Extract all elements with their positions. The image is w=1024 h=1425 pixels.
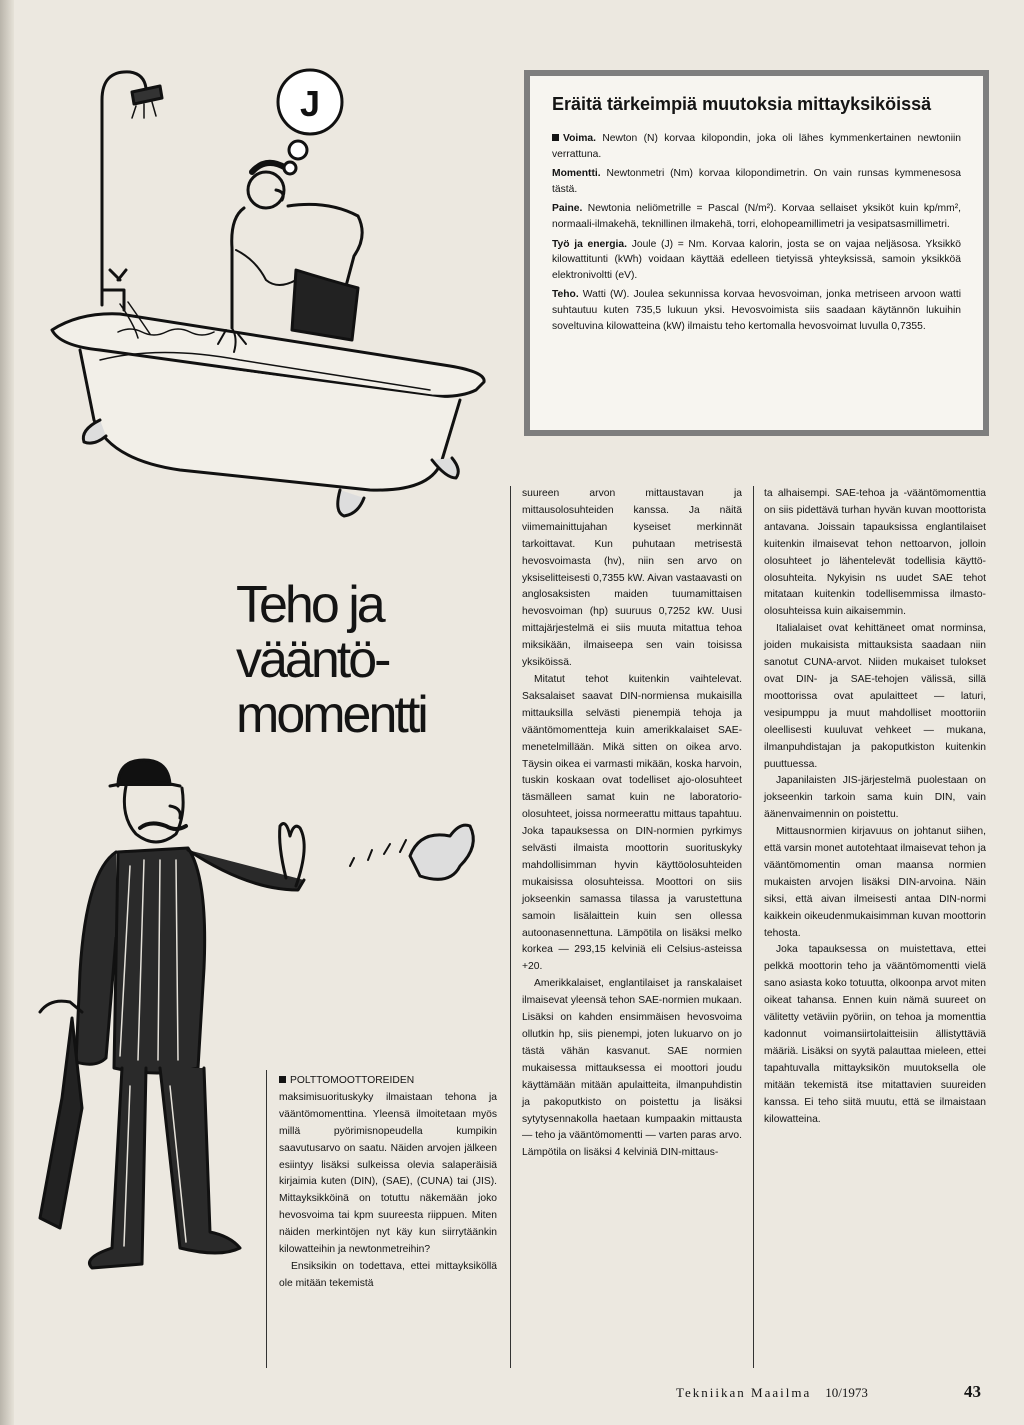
info-item-pressure: Paine. Newtonia neliömetrille = Pascal (N/m²). Korvaa sellaiset yksiköt kuin kp/mm², normaali-ilmakehä, teknillinen ilmakehä, torri, elohopeamillimetri ja vesipatsasmillimetri. <box>552 203 961 230</box>
paragraph: ta alhaisempi. SAE-tehoa ja -vääntömomenttia on siis pidettävä turhan hyvän kuvan moottorista antavana. Joissain tapauksissa englantilaiset kuitenkin ilmaisevat tehon nettoarvon, jolloin olosuhteet jo lähentelevät todellisia käyttö-olosuhteita. Nykyisin ns uudet SAE tehot mitataan kuitenkin todellisemmissa ilmasto-olosuhteissa kuin aikaisemmin. <box>764 488 986 618</box>
paragraph: Amerikkalaiset, englantilaiset ja ranskalaiset ilmaisevat yleensä tehon SAE-normien mukaan. Lisäksi on kahden ensimmäisen hevosvoima ollutkin hp, siis pienempi, joten lukuarvo on jo tästä vähän kasvanut. SAE normien mukaisessa mittauksessa ei moottori joudu käyttämään mitään apulaitteita, ilmanpuhdistin ja pakoputkisto on poistettu ja lisäksi sytytysennakolla haetaan kumpaakin mittausta — teho ja vääntömomentti — varten paras arvo. Lämpötila on lisäksi 4 kelviniä DIN-mittaus- <box>522 978 742 1159</box>
title-line: Teho ja <box>236 576 383 634</box>
page-number: 43 <box>964 1382 981 1401</box>
issue-number: 10/1973 <box>825 1385 868 1400</box>
info-item-torque: Momentti. Newtonmetri (Nm) korvaa kilopondimetrin. On vain runsas kymmenesosa tästä. <box>552 168 961 195</box>
bullet-square-icon <box>279 1076 286 1083</box>
article-column-2 <box>522 486 742 1162</box>
paragraph: Joka tapauksessa on muistettava, ettei pelkkä moottorin teho ja vääntömomentti vielä sano asiasta koko totuutta, olkoonpa arvot miten oikeat tahansa. Ennen kuin nämä suureet on välitetty vetäviin pyöriin, on tehoa ja momenttia kadonnut voimansiirtolaitteisiin ällistyttäviä määriä. Lisäksi on syytä palauttaa mieleen, ettei tapahtuvalla mittayksikön muutoksella ole mitään tekemistä itse mitattavien suureiden kanssa. Ei teho siitä muutu, että se ilmaistaan kilowatteina. <box>764 944 986 1125</box>
column-rule <box>510 486 511 1368</box>
info-item-force: Voima. Newton (N) korvaa kilopondin, joka oli lähes kymmenkertainen newtoniin verrattuna. <box>552 133 961 160</box>
page-footer <box>676 1385 868 1401</box>
paragraph: suureen arvon mittaustavan ja mittausolosuhteiden kanssa. Ja näitä viimemainittujahan kyseiset merkinnät tarkoittavat. Kun puhutaan metrisestä hevosvoimasta (hv), niin sen arvo on yksiselitteisesti 0,7355 kW. Aivan vastaavasti on anglosaksisten maiden tuumamittaisen hevosvoiman (hp) suuruus 0,7252 kW. Uusi mittajärjestelmä ei siis muuta mitattua tehoa miksikään, ilmaiseepa sen vain toisissa yksiköissä. <box>522 488 742 669</box>
info-item-power: Teho. Watti (W). Joulea sekunnissa korvaa hevosvoiman, jonka metriseen arvoon watti suhtautuu kuten 735,5 lukuun yksi. Hevosvoimista siis saadaan käytännön lukuihin soveltuvina kilowatteina (kW) ilmaistu teho kertomalla hevosvoimat luvulla 0,7355. <box>552 289 961 332</box>
article-column-1 <box>279 1073 497 1293</box>
paragraph: Italialaiset ovat kehittäneet omat norminsa, joiden mukaisista mittauksista saadaan niin sanotut CUNA-arvot. Niiden mukaiset tulokset ovat DIN- ja SAE-tehojen välissä, sillä moottorissa ovat apulaitteet — laturi, vesipumppu ja muut mahdolliset moottoriin oleellisesti kuuluvat vehkeet — mukana, ilmanpuhdistajan ja pakoputkiston kuitenkin puuttuessa. <box>764 623 986 770</box>
bathtub-illustration <box>40 60 500 530</box>
column-rule <box>266 1070 267 1368</box>
magazine-name: Tekniikan Maailma <box>676 1385 812 1400</box>
paragraph: Japanilaisten JIS-järjestelmä puolestaan on jokseenkin tarkoin sama kuin DIN, vain äänenvaimennin on poistettu. <box>764 775 986 821</box>
paragraph: Ensiksikin on todettava, ettei mittayksiköllä ole mitään tekemistä <box>279 1260 497 1289</box>
article-title <box>236 578 506 743</box>
info-item-energy: Työ ja energia. Joule (J) = Nm. Korvaa kalorin, josta se on vajaa neljäsosa. Yksikkö kilowattitunti (kWh) voidaan käyttää edelleen tietyissä yhteyksissä, samoin yksikköä elektronivoltti (eV). <box>552 238 962 281</box>
page-edge <box>0 0 14 1425</box>
bullet-square-icon <box>552 134 559 141</box>
thought-bubble-letter: J <box>299 83 321 124</box>
title-line: vääntö- <box>236 631 389 689</box>
column-rule <box>753 486 754 1368</box>
title-line: momentti <box>236 686 426 744</box>
paragraph: Mitatut tehot kuitenkin vaihtelevat. Saksalaiset saavat DIN-normiensa mukaisilla mittauksilla selvästi pienempiä tehoja ja vääntömomentteja kuin amerikkalaiset SAE-menetelmillään. Mikä sitten on oikea arvo. Täysin oikea ei varmasti mikään, koska harvoin, tuskin koskaan ovat todelliset ajo-olosuhteet täsmälleen samat kuin ne laboratorio-olosuhteet, joissa normeerattu mittaus tapahtuu. Joka tapauksessa on DIN-normien pyrkimys selvästi ilmaista moottorin suorituskyky mahdollisimman hyvin käyttöolosuhteiden mukaisissa olosuhteissa. Moottori on siis jokseenkin samassa tilassa ja varustettuna samoin lisälaittein kuin sen ollessa autoonasennettuna. Lämpötila on lisäksi melko korkea — 293,15 kelviniä eli Celsius-asteissa +20. <box>522 673 742 973</box>
paragraph: Mittausnormien kirjavuus on johtanut siihen, että varsin monet autotehtaat ilmaisevat tehon ja vääntömomentin oman maansa normien mukaisten arvojen lisäksi DIN-arvoina. Näin siksi, että aivan ilmeisesti antaa DIN-normi kaikkein oikeudenmukaisimman kuvan moottorin tehosta. <box>764 826 986 939</box>
article-column-3 <box>764 486 986 1128</box>
info-box <box>524 70 989 436</box>
lead-paragraph: POLTTOMOOTTOREIDEN maksimisuorituskyky ilmaistaan tehona ja vääntömomenttina. Yleensä ilmoitetaan myös millä pyörimisnopeudella kumpikin saavutusarvo on saatu. Näiden arvojen jälkeen esiintyy lisäksi sulkeissa olevia salaperäisiä kirjaimia kuten (DIN), (SAE), (CUNA) tai (JIS). Mittayksikköinä on totuttu näkemään joko hevosvoima tai kpm suureesta riippuen. Miten näiden merkintöjen nyt käy kun siirrytäänkin kilowatteihin ja newtonmetreihin? <box>279 1075 497 1256</box>
info-box-title: Eräitä tärkeimpiä muutoksia mittayksiköissä <box>552 94 932 114</box>
